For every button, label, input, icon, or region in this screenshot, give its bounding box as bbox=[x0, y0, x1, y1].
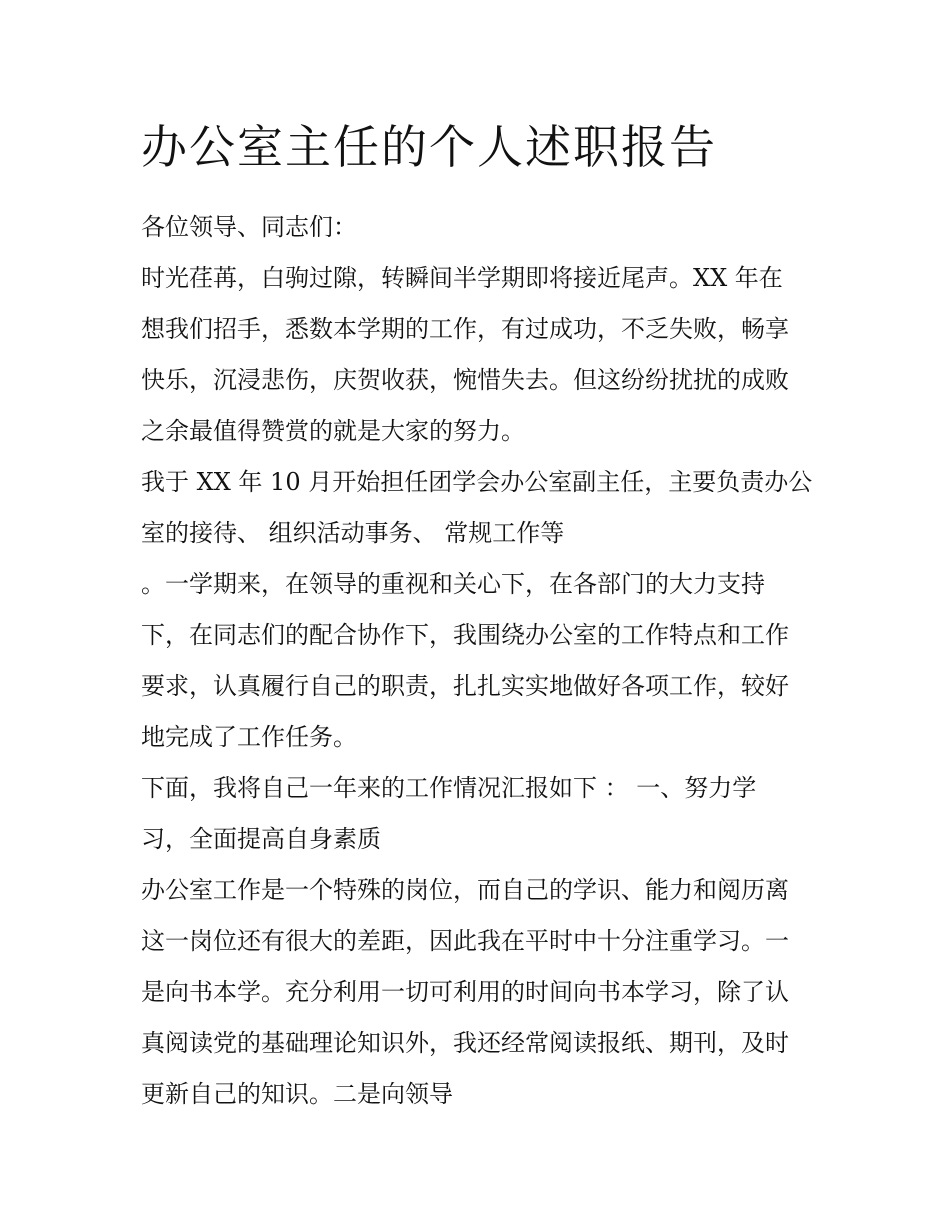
text-line: 下面，我将自己一年来的工作情况汇报如下 ： 一、努力学 bbox=[141, 774, 757, 802]
text-line: 室的接待、 组织活动事务、 常规工作等 bbox=[141, 519, 565, 547]
text-line: 快乐，沉浸悲伤，庆贺收获，惋惜失去。但这纷纷扰扰的成败 bbox=[141, 366, 789, 394]
text-line: 习，全面提高自身素质 bbox=[141, 825, 381, 853]
text-line: 下，在同志们的配合协作下，我围绕办公室的工作特点和工作 bbox=[141, 621, 789, 649]
text-line: 想我们招手，悉数本学期的工作，有过成功，不乏失败，畅享 bbox=[141, 315, 789, 343]
text-line: 办公室工作是一个特殊的岗位，而自己的学识、能力和阅历离 bbox=[141, 876, 789, 904]
text-line: 地完成了工作任务。 bbox=[141, 723, 357, 751]
text-line: 这一岗位还有很大的差距，因此我在平时中十分注重学习。一 bbox=[141, 927, 789, 955]
text-line-greeting: 各位领导、同志们： bbox=[141, 213, 357, 241]
text-block bbox=[141, 202, 813, 1120]
text-line: 。一学期来，在领导的重视和关心下，在各部门的大力支持 bbox=[141, 570, 765, 598]
document-title: 办公室主任的个人述职报告 bbox=[141, 120, 717, 174]
text-line: 要求，认真履行自己的职责，扎扎实实地做好各项工作，较好 bbox=[141, 672, 789, 700]
text-line: 是向书本学。充分利用一切可利用的时间向书本学习，除了认 bbox=[141, 978, 789, 1006]
text-line: 真阅读党的基础理论知识外，我还经常阅读报纸、期刊，及时 bbox=[141, 1029, 789, 1057]
text-line: 之余最值得赞赏的就是大家的努力。 bbox=[141, 417, 525, 445]
document-body bbox=[141, 112, 813, 1120]
text-line: 时光荏苒，白驹过隙，转瞬间半学期即将接近尾声。XX 年在 bbox=[141, 264, 783, 292]
text-line: 我于 XX 年 10 月开始担任团学会办公室副主任，主要负责办公 bbox=[141, 468, 813, 496]
text-line: 更新自己的知识。二是向领导 bbox=[141, 1080, 453, 1108]
